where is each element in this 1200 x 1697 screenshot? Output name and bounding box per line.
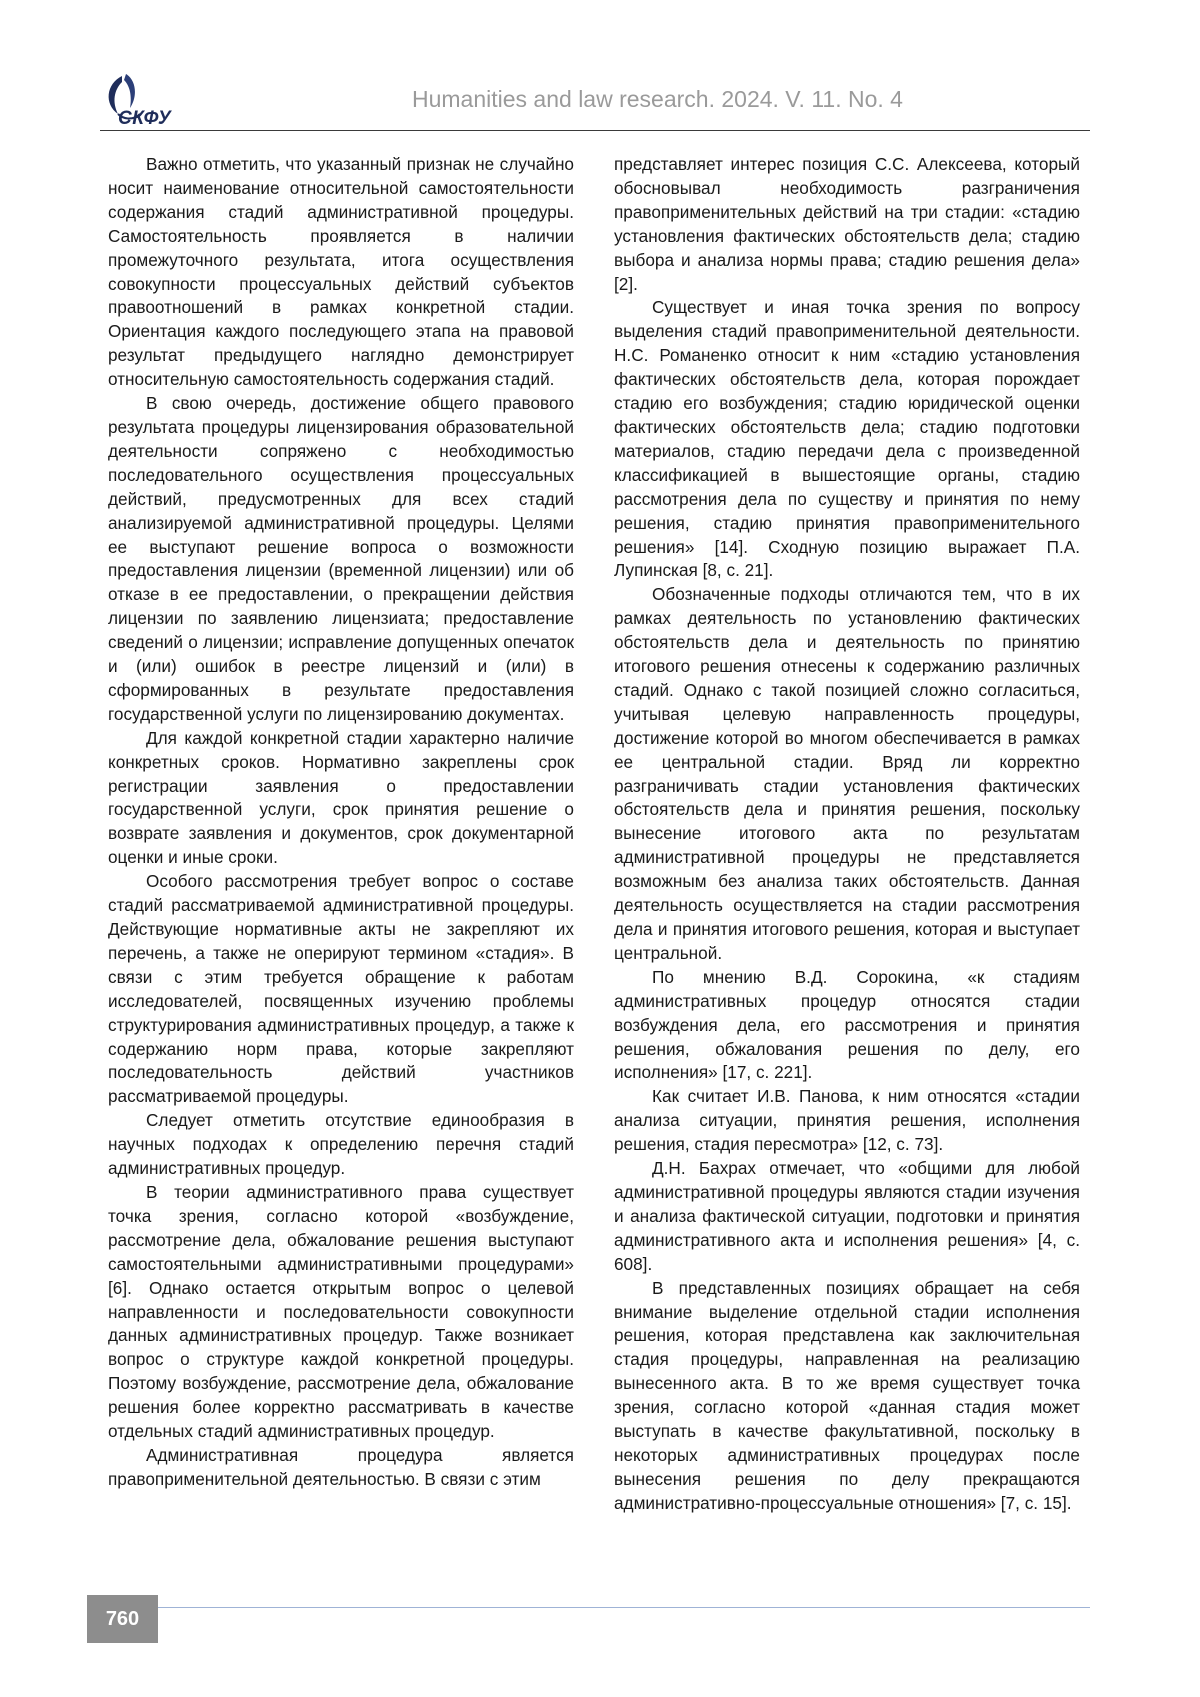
paragraph: В свою очередь, достижение общего правового результата процедуры лицензирования образовательной деятельности сопряжено с необходимостью последовательного осуществления процессуальных действий, предусмотренных для всех стадий анализируемой административной процедуры. Целями ее выступают решение вопроса о возможности предоставления лицензии (временной лицензии) или об отказе в ее предоставлении, о прекращении действия лицензии по заявлению лицензиата; предоставление сведений о лицензии; исправление допущенных опечаток и (или) ошибок в реестре лицензий и (или) в сформированных в результате предоставления государственной услуги по лицензированию документах. bbox=[108, 393, 574, 724]
footer-divider bbox=[158, 1607, 1090, 1608]
paragraph: Административная процедура является правоприменительной деятельностью. В связи с этим bbox=[108, 1444, 574, 1489]
paragraph: Для каждой конкретной стадии характерно наличие конкретных сроков. Нормативно закреплены срок регистрации заявления о предоставлении государственной услуги, срок принятия решение о возврате заявления и документов, срок документарной оценки и иные сроки. bbox=[108, 727, 574, 868]
paragraph: В представленных позициях обращает на себя внимание выделение отдельной стадии исполнения решения, которая представлена как заключительная стадия процедуры, направленная на реализацию вынесенного акта. В то же время существует точка зрения, согласно которой «данная стадия может выступать в качестве факультативной, поскольку в некоторых административных процедурах после вынесения решения по делу прекращаются административно-процессуальные отношения» [7, с. 15]. bbox=[614, 1277, 1080, 1513]
paragraph: Существует и иная точка зрения по вопросу выделения стадий правоприменительной деятельности. Н.С. Романенко относит к ним «стадию установления фактических обстоятельств дела, которая порождает стадию его возбуждения; стадию юридической оценки фактических обстоятельств дела; стадию подготовки материалов, стадию передачи дела с произведенной классификацией в вышестоящие органы, стадию рассмотрения дела по существу и принятия по нему решения, стадию принятия правоприменительного решения» [14]. Сходную позицию выражает П.А. Лупинская [8, с. 21]. bbox=[614, 297, 1080, 581]
paragraph: По мнению В.Д. Сорокина, «к стадиям административных процедур относятся стадии возбуждения дела, его рассмотрения и принятия решения, обжалования решения по делу, его исполнения» [17, с. 221]. bbox=[614, 966, 1080, 1083]
paragraph: В теории административного права существует точка зрения, согласно которой «возбуждение, рассмотрение дела, обжалование решения выступают самостоятельными административными процедурами» [6]. Однако остается открытым вопрос о целевой направленности и последовательности совокупности данных административных процедур. Также возникает вопрос о структуре каждой конкретной процедуры. Поэтому возбуждение, рассмотрение дела, обжалование решения более корректно рассматривать в качестве отдельных стадий административных процедур. bbox=[108, 1181, 574, 1442]
paragraph: Особого рассмотрения требует вопрос о составе стадий рассматриваемой административной процедуры. Действующие нормативные акты не закрепляют их перечень, а также не оперируют термином «стадия». В связи с этим требуется обращение к работам исследователей, посвященных изучению проблемы структурирования административных процедур, а также к содержанию норм права, которые закрепляют последовательность действий участников рассматриваемой процедуры. bbox=[108, 871, 574, 1107]
paragraph: представляет интерес позиция С.С. Алексеева, который обосновывал необходимость разграничения правоприменительных действий на три стадии: «стадию установления фактических обстоятельств дела; стадию выбора и анализа нормы права; стадию решения дела» [2]. bbox=[614, 154, 1080, 294]
left-column bbox=[108, 153, 574, 1492]
header-divider bbox=[100, 130, 1090, 131]
paragraph: Д.Н. Бахрах отмечает, что «общими для любой административной процедуры являются стадии изучения и анализа фактической ситуации, подготовки и принятия административного акта и исполнения решения» [4, с. 608]. bbox=[614, 1158, 1080, 1274]
paragraph: Как считает И.В. Панова, к ним относятся «стадии анализа ситуации, принятия решения, исполнения решения, стадия пересмотра» [12, с. 73]. bbox=[614, 1086, 1080, 1155]
paragraph: Следует отметить отсутствие единообразия в научных подходах к определению перечня стадий административных процедур. bbox=[108, 1110, 574, 1179]
right-column bbox=[614, 153, 1080, 1516]
journal-title: Humanities and law research. 2024. V. 11. No. 4 bbox=[412, 86, 903, 112]
page-number: 760 bbox=[87, 1595, 158, 1643]
paragraph: Важно отметить, что указанный признак не случайно носит наименование относительной самостоятельности содержания стадий административной процедуры. Самостоятельность проявляется в наличии промежуточного результата, итога осуществления совокупности процессуальных действий субъектов правоотношений в рамках конкретной стадии. Ориентация каждого последующего этапа на правовой результат предыдущего наглядно демонстрирует относительную самостоятельность содержания стадий. bbox=[108, 154, 574, 390]
paragraph: Обозначенные подходы отличаются тем, что в их рамках деятельность по установлению фактических обстоятельств дела и деятельность по принятию итогового решения отнесены к содержанию различных стадий. Однако с такой позицией сложно согласиться, учитывая целевую направленность процедуры, достижение которой во многом обеспечивается в рамках ее центральной стадии. Вряд ли корректно разграничивать стадии установления фактических обстоятельств дела и принятия решения, поскольку вынесение итогового акта по результатам административной процедуры не представляется возможным без анализа таких обстоятельств. Данная деятельность осуществляется на стадии рассмотрения дела и принятия итогового решения, которая и выступает центральной. bbox=[614, 584, 1080, 963]
logo-text: СКФУ bbox=[118, 108, 172, 129]
